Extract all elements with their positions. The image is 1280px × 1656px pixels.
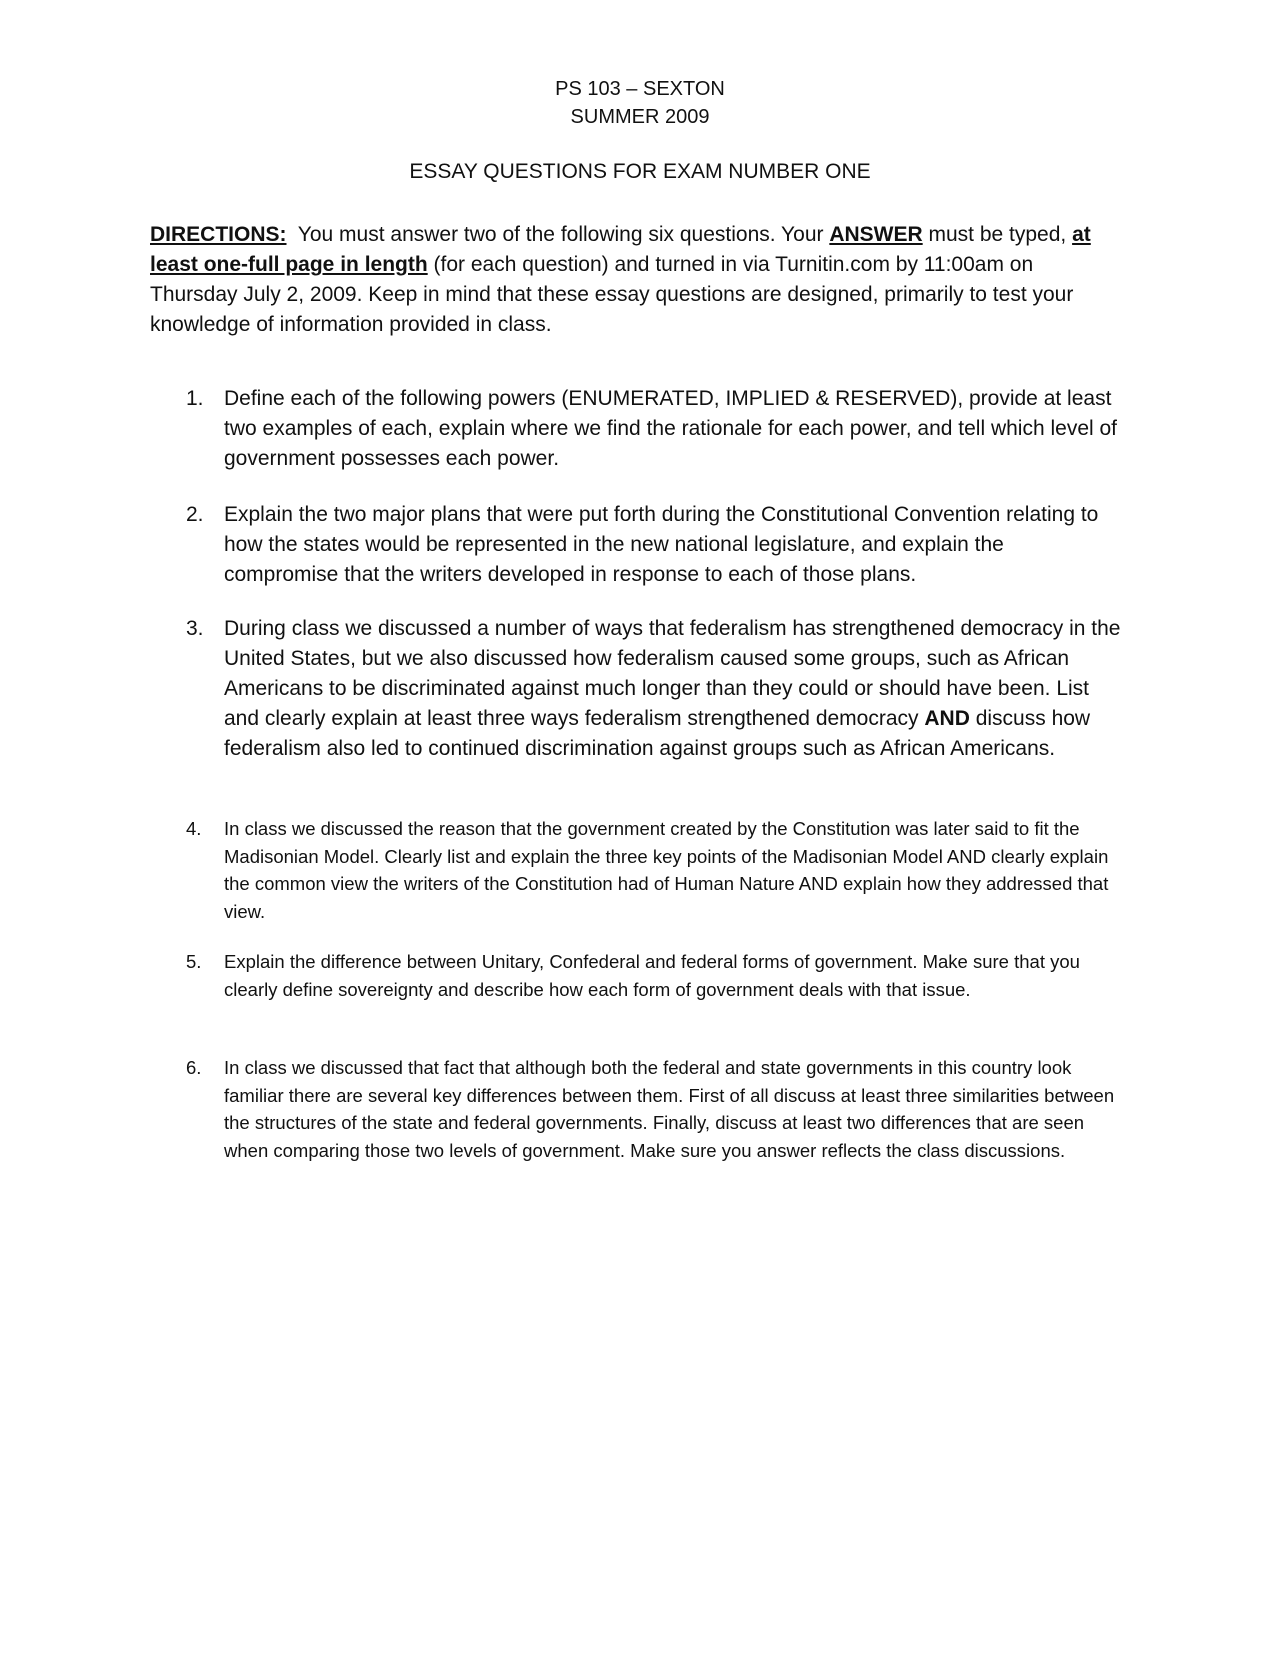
question-text — [224, 614, 1124, 764]
question-number: 2. — [186, 503, 204, 526]
question-text-after: discuss how federalism also led to continued discrimination against groups such as African Americans. — [224, 707, 1091, 760]
question-number: 4. — [186, 818, 202, 839]
directions-length-phrase: at least one-full page in length — [150, 223, 1091, 276]
page-title: ESSAY QUESTIONS FOR EXAM NUMBER ONE — [409, 160, 871, 183]
question-text-bold: AND — [924, 707, 970, 730]
question-text-before: During class we discussed a number of ways that federalism has strengthened democracy in the United States, but we also discussed how federalism caused some groups, such as African Americans to be discriminated against much longer than they could or should have been. List and clearly explain at least three ways federalism strengthened democracy — [224, 617, 1121, 730]
question-number: 6. — [186, 1057, 202, 1078]
question-text: Explain the difference between Unitary, Confederal and federal forms of government. Make sure that you clearly define sovereignty and describe how each form of government deals with that issue. — [224, 951, 1080, 1000]
course-header: PS 103 – SEXTON — [555, 78, 725, 100]
question-number: 1. — [186, 387, 204, 410]
question-text: Define each of the following powers (ENUMERATED, IMPLIED & RESERVED), provide at least two examples of each, explain where we find the rationale for each power, and tell which level of government possesses each power. — [224, 387, 1118, 470]
directions-label: DIRECTIONS: — [150, 223, 287, 246]
directions-text-part1: You must answer two of the following six questions. Your — [286, 223, 830, 246]
directions-paragraph — [150, 220, 1110, 340]
directions-answer-word: ANSWER — [829, 223, 923, 246]
question-text: In class we discussed that fact that although both the federal and state governments in this country look familiar there are several key differences between them. First of all discuss at least three similarities between the structures of the state and federal governments. Finally, discuss at least two differences that are seen when comparing those two levels of government. Make sure you answer reflects the class discussions. — [224, 1057, 1115, 1161]
directions-text-part2: must be typed, — [922, 223, 1073, 246]
question-number: 3. — [186, 617, 204, 640]
question-text: In class we discussed the reason that the government created by the Constitution was later said to fit the Madisonian Model. Clearly list and explain the three key points of the Madisonian Model AND clearly explain the common view the writers of the Constitution had of Human Nature AND explain how they addressed that view. — [224, 818, 1109, 922]
directions-text-part3: (for each question) and turned in via Turnitin.com by 11:00am on Thursday July 2, 2009. Keep in mind that these essay questions are designed, primarily to test your knowledge of information provided in class. — [150, 253, 1074, 336]
question-number: 5. — [186, 951, 202, 972]
term-header: SUMMER 2009 — [570, 106, 710, 128]
question-text: Explain the two major plans that were put forth during the Constitutional Convention relating to how the states would be represented in the new national legislature, and explain the compromise that the writers developed in response to each of those plans. — [224, 503, 1099, 586]
